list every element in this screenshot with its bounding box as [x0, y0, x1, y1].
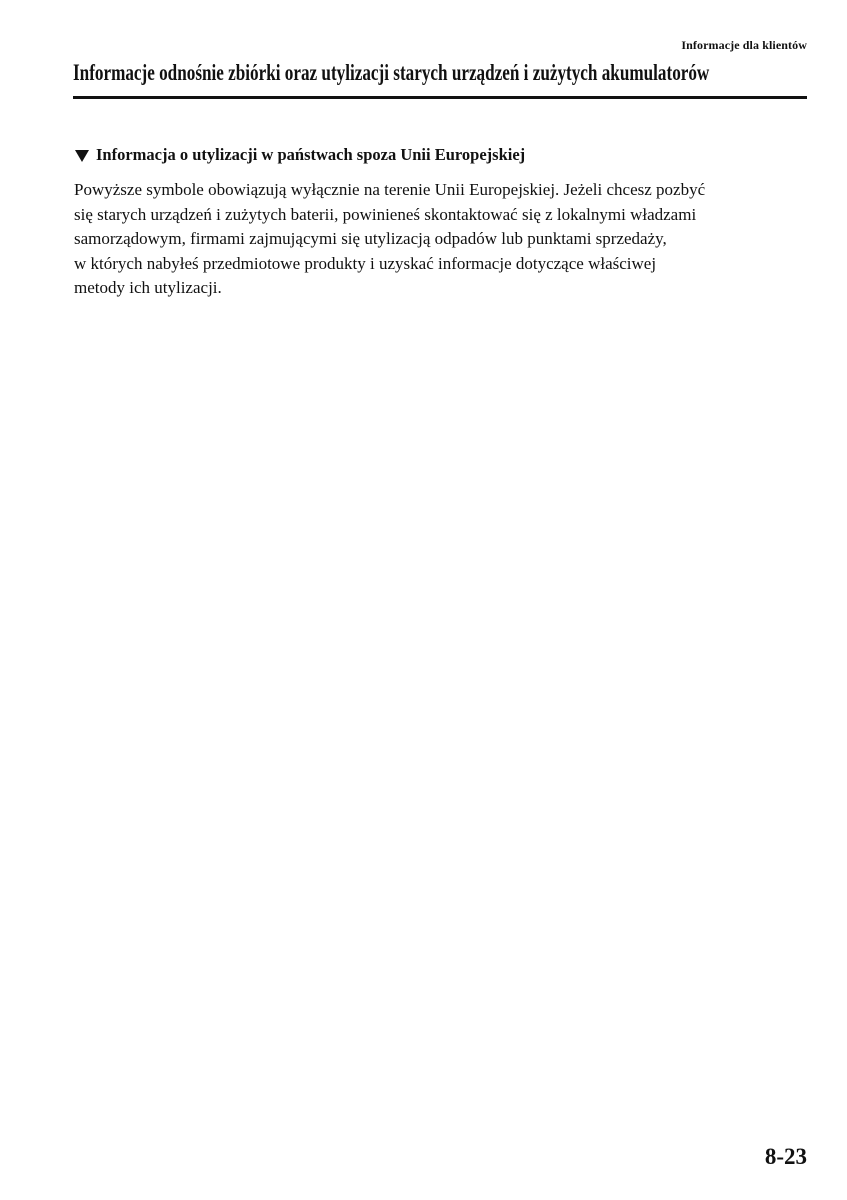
body-line: metody ich utylizacji.	[74, 278, 222, 297]
page-title: Informacje odnośnie zbiórki oraz utylizacji starych urządzeń i zużytych akumulatorów	[73, 60, 710, 85]
section-heading	[75, 143, 525, 167]
page-number: 8-23	[764, 1144, 807, 1169]
body-line: się starych urządzeń i zużytych baterii, powinieneś skontaktować się z lokalnymi władzami	[74, 204, 697, 224]
title-divider	[73, 96, 807, 99]
section-body	[74, 178, 705, 301]
triangle-down-icon	[75, 150, 89, 162]
body-line: samorządowym, firmami zajmującymi się utylizacją odpadów lub punktami sprzedaży,	[74, 229, 667, 248]
body-line: Powyższe symbole obowiązują wyłącznie na terenie Unii Europejskiej. Jeżeli chcesz pozbyć	[74, 180, 706, 199]
body-line: w których nabyłeś przedmiotowe produkty i uzyskać informacje dotyczące właściwej	[74, 253, 657, 273]
section-heading-text: Informacja o utylizacji w państwach spoza Unii Europejskiej	[96, 145, 526, 164]
running-header: Informacje dla klientów	[681, 38, 807, 52]
